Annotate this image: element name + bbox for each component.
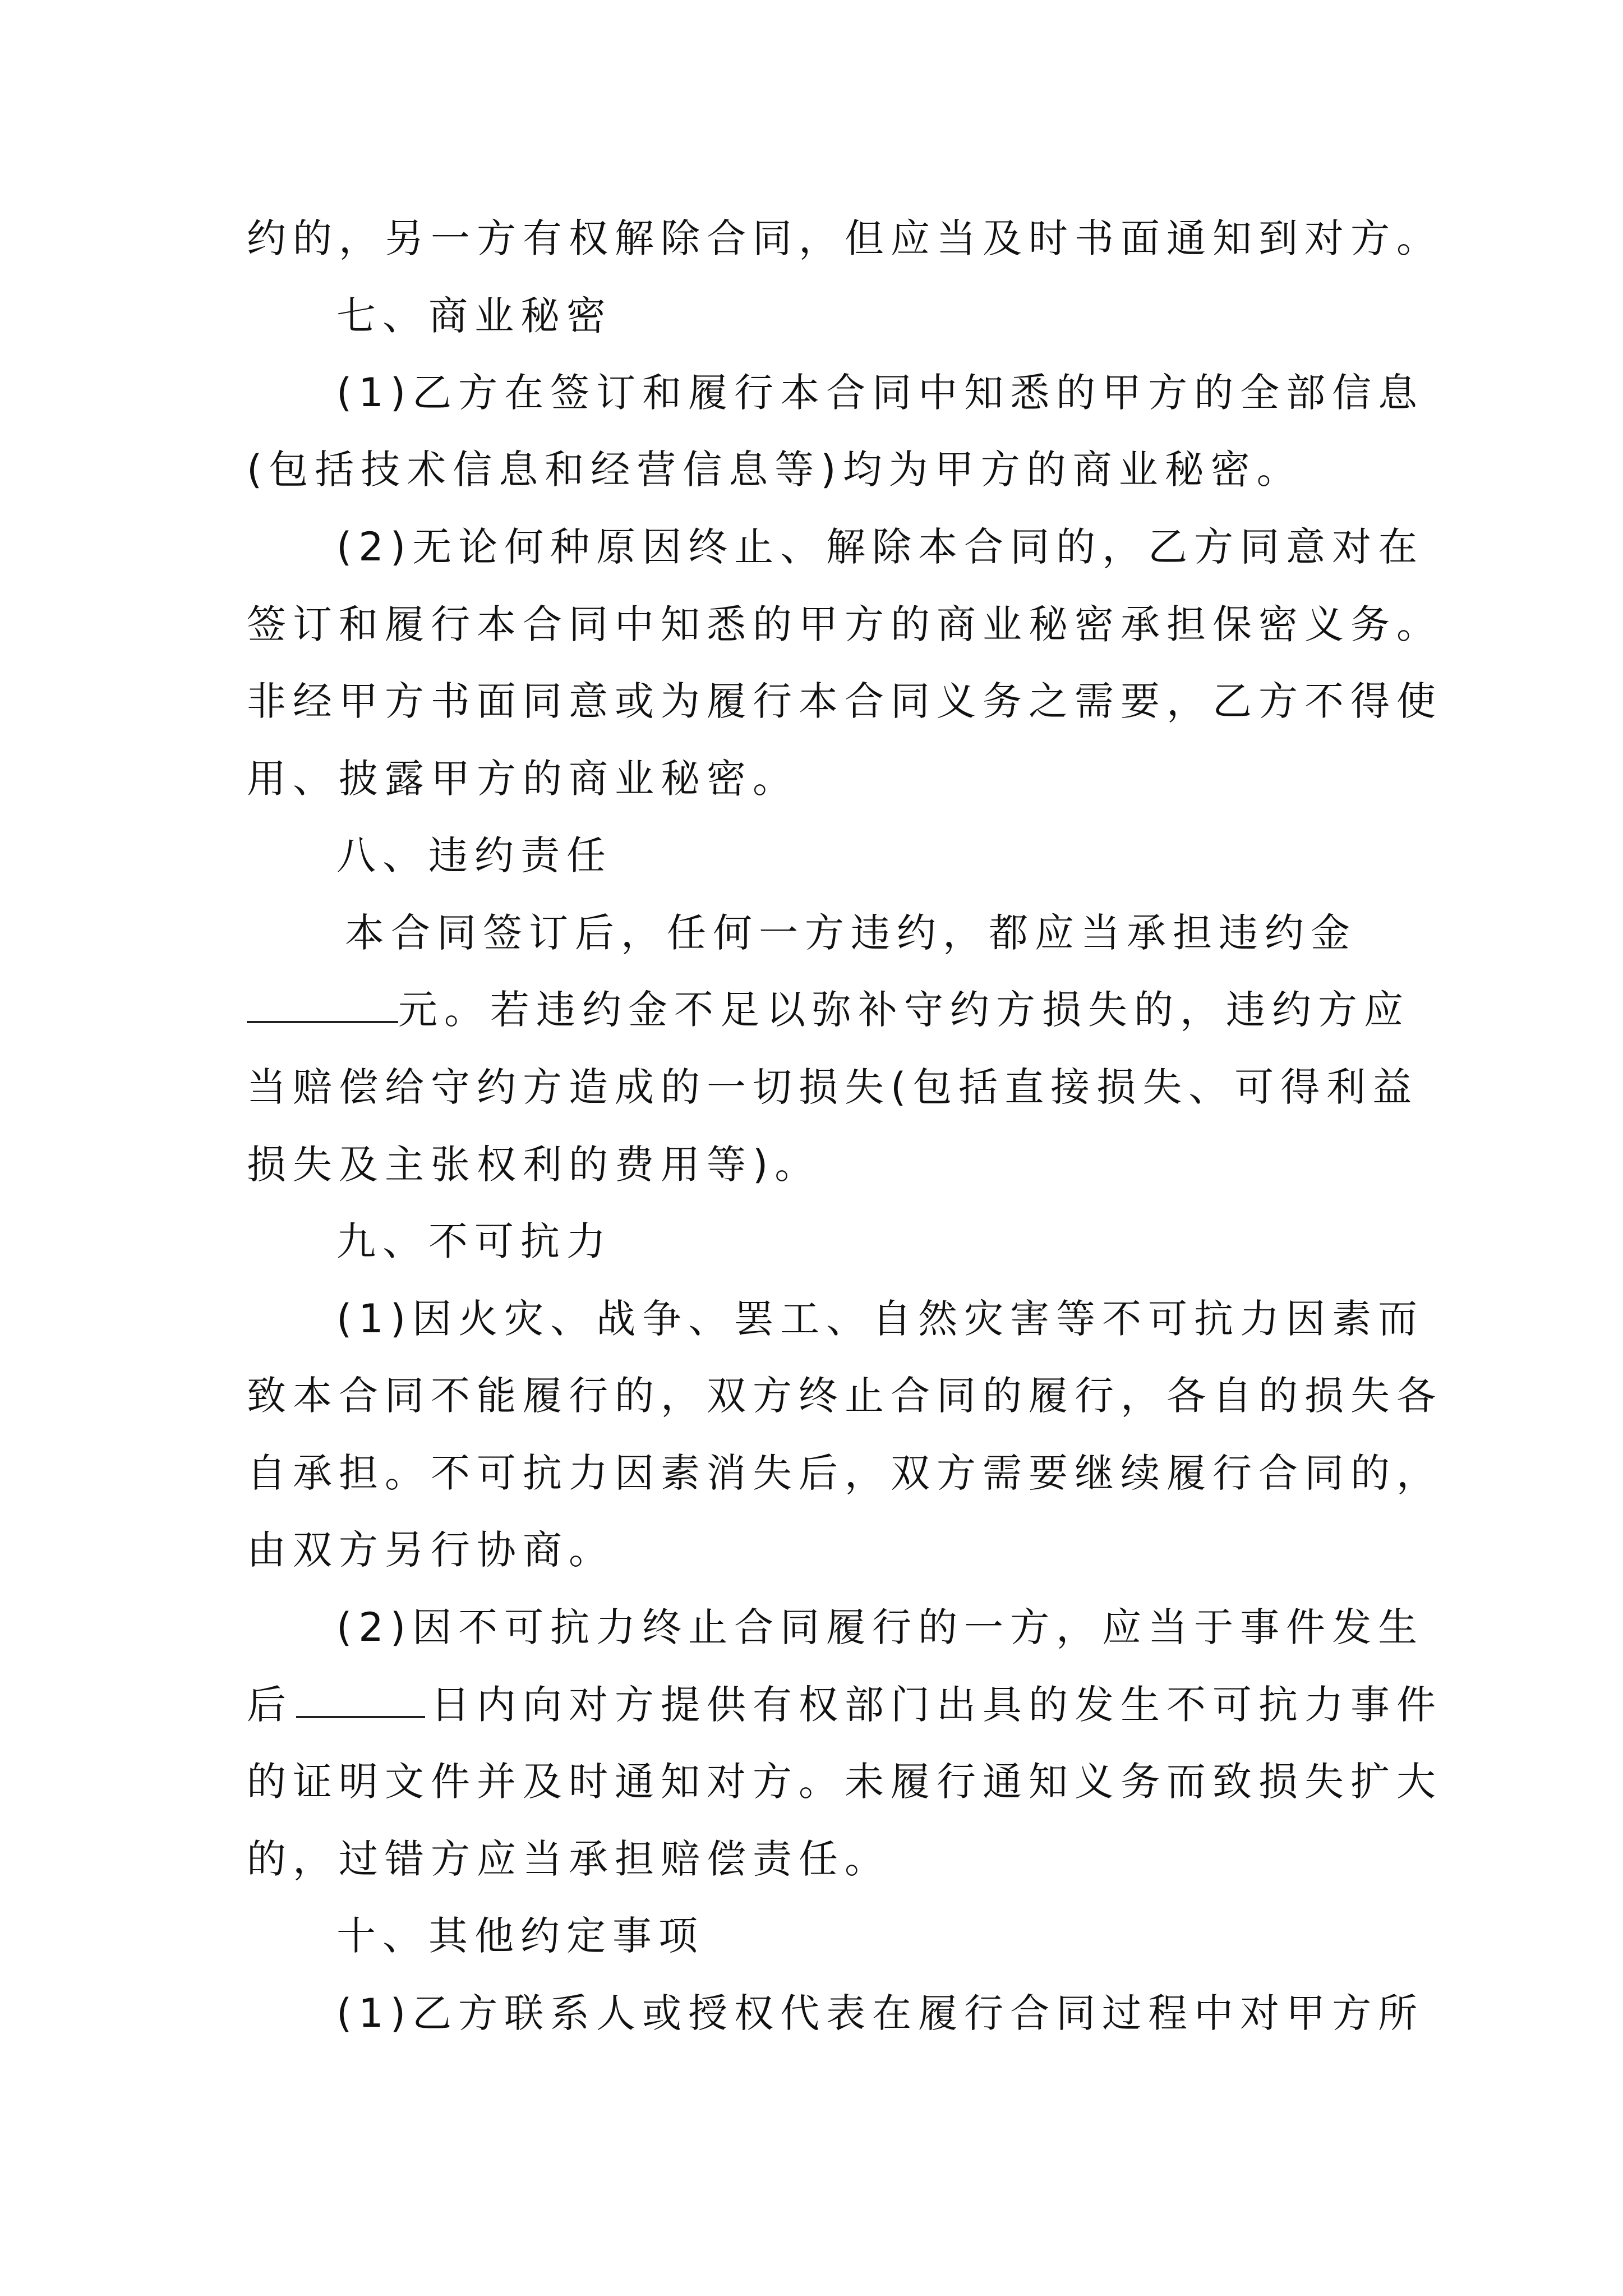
paragraph-line: 自承担。不可抗力因素消失后，双方需要继续履行合同的， <box>247 1450 1442 1496</box>
paragraph-line: 本合同签订后，任何一方违约，都应当承担违约金 <box>345 910 1357 956</box>
paragraph-line: (2)因不可抗力终止合同履行的一方，应当于事件发生 <box>336 1604 1424 1650</box>
paragraph-line: (1)乙方联系人或授权代表在履行合同过程中对甲方所 <box>336 1990 1424 2036</box>
paragraph-line: 的，过错方应当承担赔偿责任。 <box>247 1836 891 1882</box>
paragraph-line-with-blank <box>247 1682 1442 1728</box>
paragraph-line-with-blank <box>247 987 1410 1033</box>
paragraph-line: 当赔偿给守约方造成的一切损失(包括直接损失、可得利益 <box>247 1064 1419 1110</box>
paragraph-line: 非经甲方书面同意或为履行本合同义务之需要，乙方不得使 <box>247 678 1442 724</box>
blank-amount-field <box>247 992 398 1023</box>
section-heading-breach-liability: 八、违约责任 <box>336 832 612 878</box>
paragraph-line: 损失及主张权利的费用等)。 <box>247 1142 821 1188</box>
blank-days-field <box>296 1687 425 1718</box>
paragraph-line: (1)因火灾、战争、罢工、自然灾害等不可抗力因素而 <box>336 1296 1424 1342</box>
paragraph-line: 的证明文件并及时通知对方。未履行通知义务而致损失扩大 <box>247 1759 1442 1805</box>
paragraph-line: (1)乙方在签订和履行本合同中知悉的甲方的全部信息 <box>336 370 1424 416</box>
section-heading-trade-secrets: 七、商业秘密 <box>336 293 612 339</box>
paragraph-line: (包括技术信息和经营信息等)均为甲方的商业秘密。 <box>247 447 1303 493</box>
paragraph-line: 由双方另行协商。 <box>247 1527 615 1573</box>
paragraph-line: 签订和履行本合同中知悉的甲方的商业秘密承担保密义务。 <box>247 601 1442 647</box>
line-text: 元。若违约金不足以弥补守约方损失的，违约方应 <box>398 987 1410 1033</box>
paragraph-line: 致本合同不能履行的，双方终止合同的履行，各自的损失各 <box>247 1373 1442 1419</box>
paragraph-line: (2)无论何种原因终止、解除本合同的，乙方同意对在 <box>336 524 1424 570</box>
line-text: 日内向对方提供有权部门出具的发生不可抗力事件 <box>431 1682 1442 1728</box>
paragraph-line: 约的，另一方有权解除合同，但应当及时书面通知到对方。 <box>247 215 1442 261</box>
paragraph-line: 用、披露甲方的商业秘密。 <box>247 756 799 802</box>
line-text: 后 <box>247 1682 293 1728</box>
section-heading-force-majeure: 九、不可抗力 <box>336 1218 612 1264</box>
section-heading-other-matters: 十、其他约定事项 <box>336 1913 704 1959</box>
